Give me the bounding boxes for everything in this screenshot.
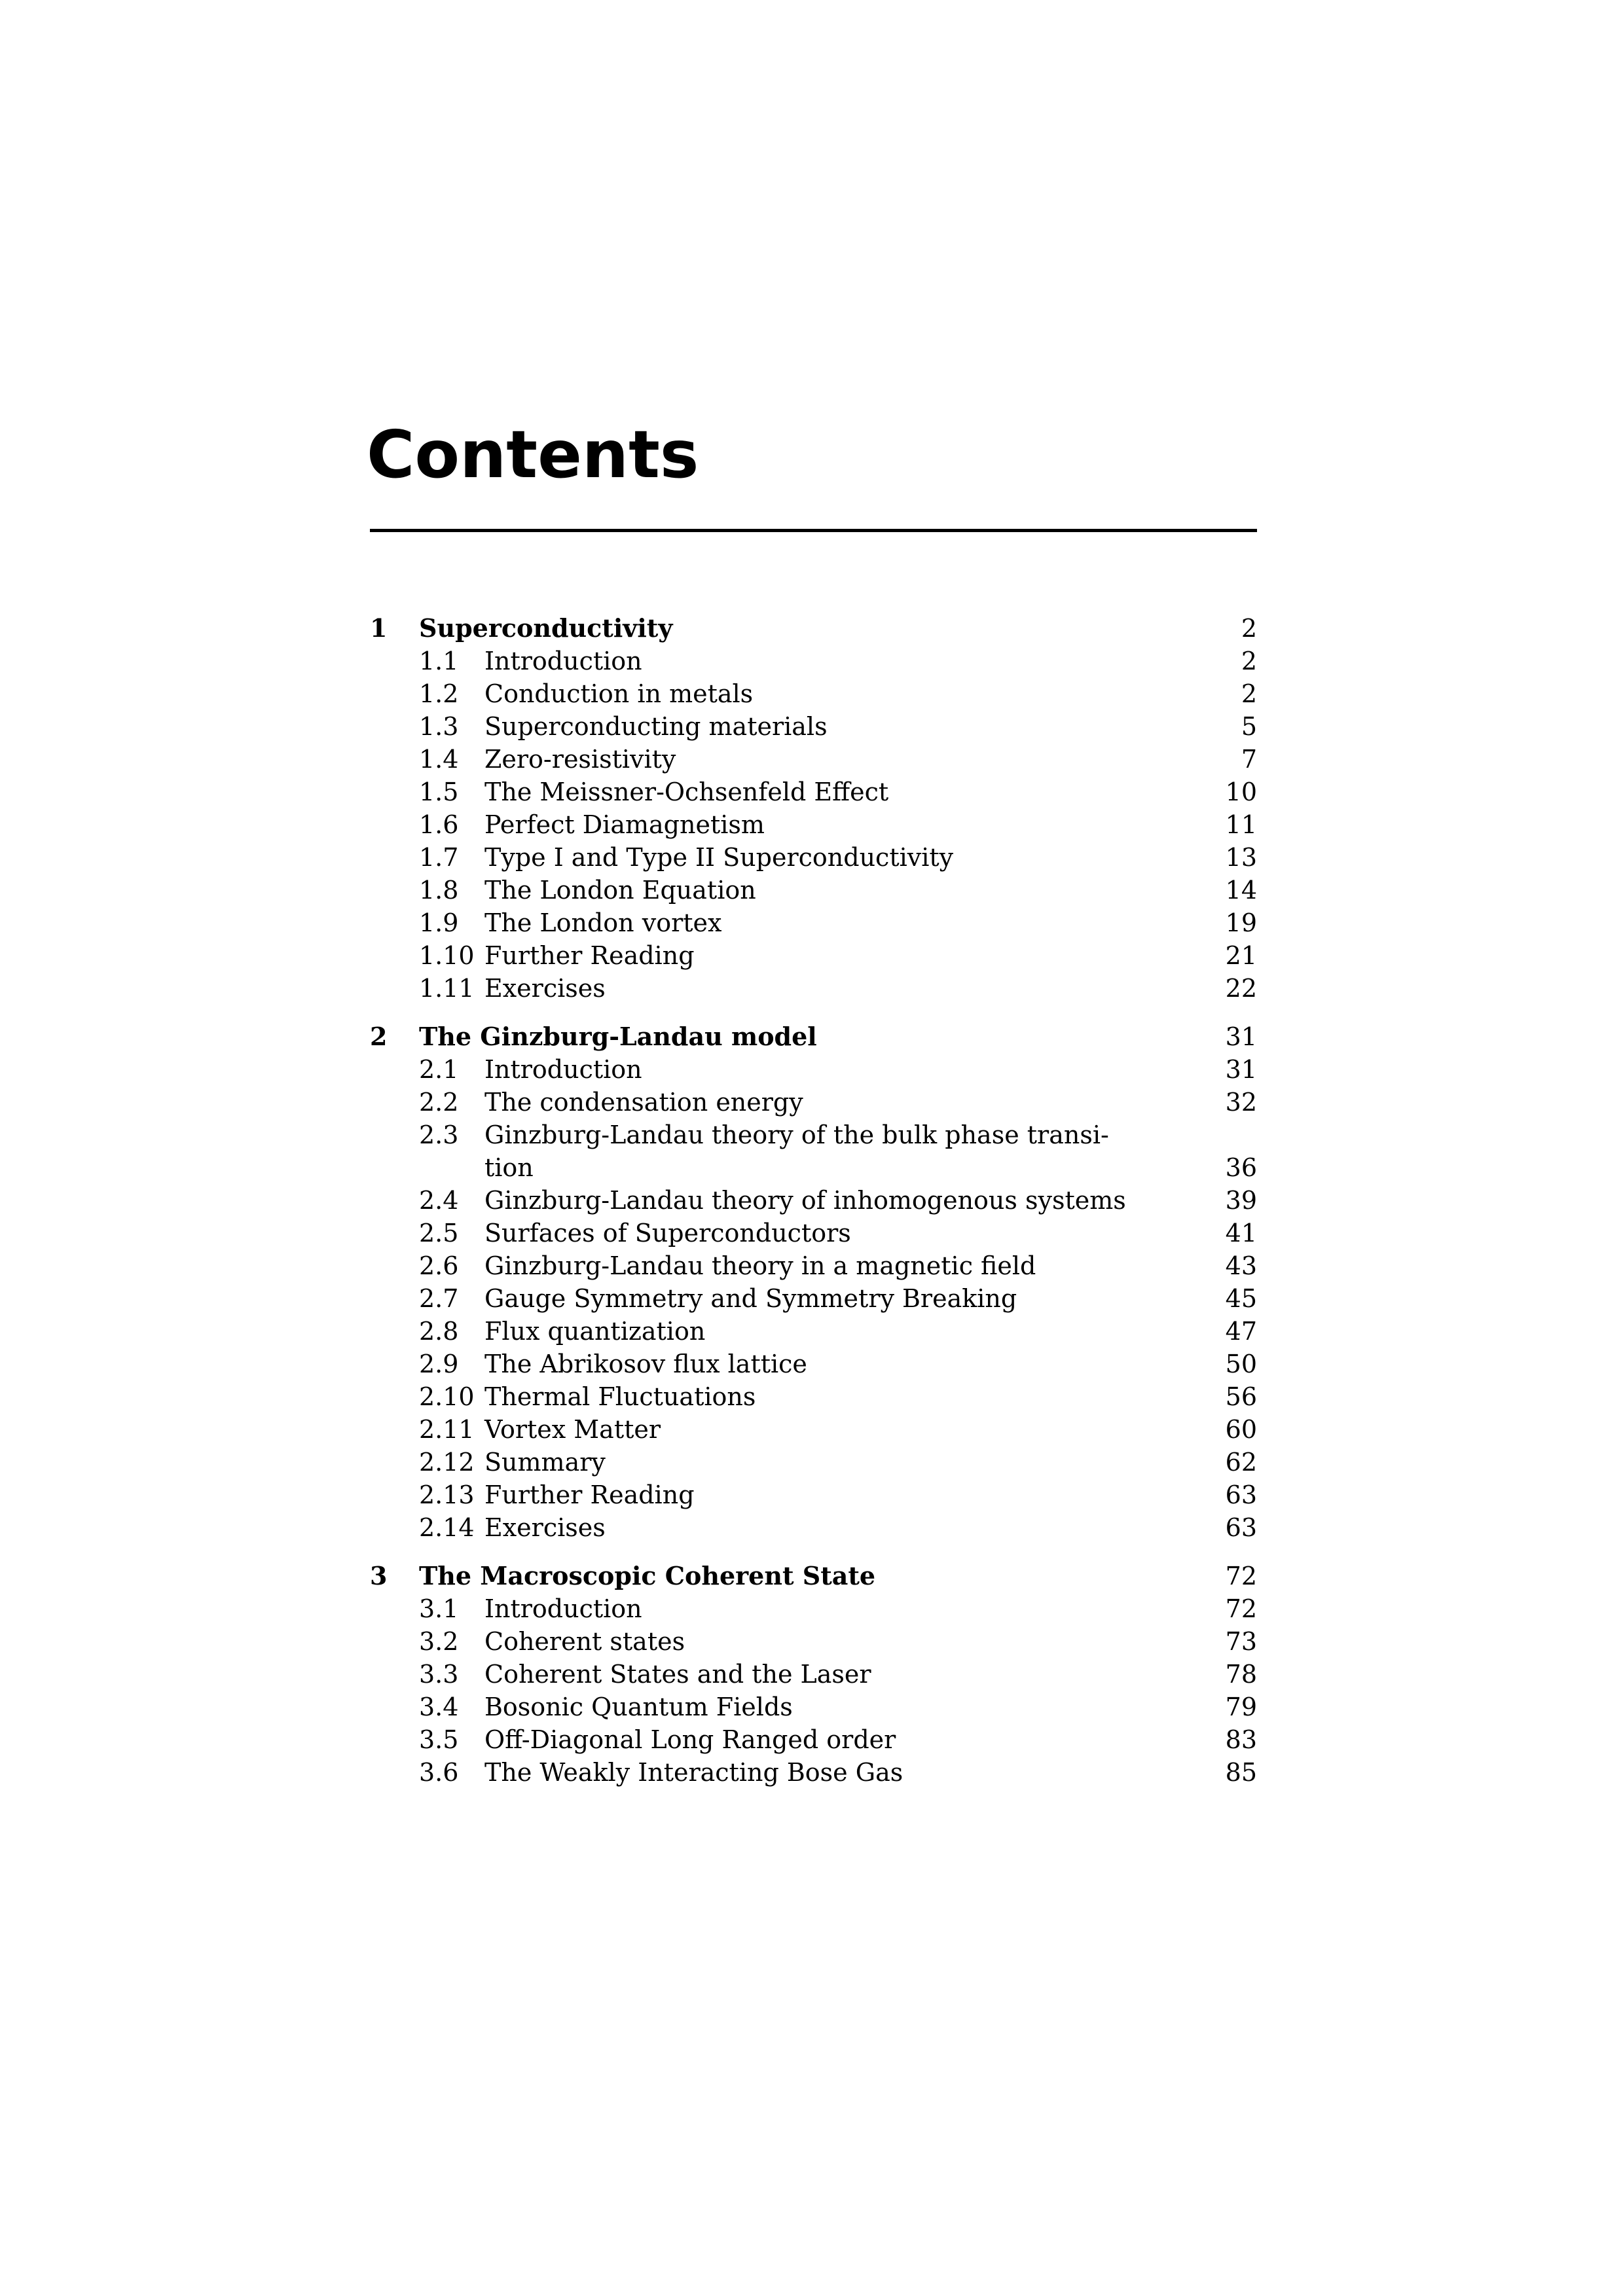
chapter-number: 2 [370,1022,388,1051]
title-rule [370,529,1257,532]
section-page: 10 [1225,778,1257,806]
chapter-page: 2 [1241,614,1257,643]
section-page: 36 [1225,1153,1257,1182]
section-page: 79 [1225,1693,1257,1721]
toc-entry[interactable] [370,1625,1257,1658]
section-page: 2 [1241,679,1257,708]
section-title: Coherent states [484,1627,685,1656]
section-number: 2.1 [419,1055,459,1084]
section-number: 2.13 [419,1480,475,1509]
toc-entry[interactable] [370,808,1257,841]
toc-entry[interactable] [370,1413,1257,1446]
section-title: Ginzburg-Landau theory in a magnetic field [484,1251,1036,1280]
toc-entry[interactable] [370,1119,1257,1184]
section-page: 7 [1241,745,1257,774]
chapter-heading[interactable] [370,1020,1257,1053]
table-of-contents [370,612,1257,1804]
section-page: 32 [1225,1088,1257,1117]
section-page: 72 [1225,1594,1257,1623]
section-number: 1.3 [419,712,459,741]
section-page: 39 [1225,1186,1257,1215]
toc-entry[interactable] [370,1217,1257,1249]
chapter-title: Superconductivity [419,613,673,643]
section-page: 47 [1225,1317,1257,1346]
toc-entry[interactable] [370,1479,1257,1511]
section-title: Exercises [484,974,606,1003]
section-number: 1.1 [419,647,459,675]
section-title: Surfaces of Superconductors [484,1219,851,1247]
section-page: 5 [1241,712,1257,741]
section-number: 2.2 [419,1088,459,1117]
section-page: 19 [1225,908,1257,937]
toc-entry[interactable] [370,776,1257,808]
section-title: Vortex Matter [484,1415,661,1444]
page-title: Contents [367,416,699,493]
section-title: Ginzburg-Landau theory of the bulk phase transi- [484,1121,1109,1149]
section-number: 2.9 [419,1350,459,1378]
section-page: 85 [1225,1758,1257,1787]
section-number: 1.9 [419,908,459,937]
section-title: The Abrikosov flux lattice [484,1350,807,1378]
section-number: 3.4 [419,1693,459,1721]
section-page: 78 [1225,1660,1257,1689]
section-title: Conduction in metals [484,679,754,708]
toc-entry[interactable] [370,1184,1257,1217]
section-number: 3.1 [419,1594,459,1623]
section-title: Perfect Diamagnetism [484,810,765,839]
toc-entry[interactable] [370,710,1257,743]
section-title: The London vortex [484,908,722,937]
section-title: Introduction [484,647,642,675]
section-title: The London Equation [484,876,756,905]
section-title: Type I and Type II Superconductivity [484,843,954,872]
section-page: 83 [1225,1725,1257,1754]
section-number: 2.14 [419,1513,475,1542]
section-number: 2.10 [419,1382,475,1411]
section-title: The Meissner-Ochsenfeld Effect [484,778,889,806]
toc-entry[interactable] [370,1511,1257,1544]
section-page: 56 [1225,1382,1257,1411]
section-title: Flux quantization [484,1317,706,1346]
section-title: Superconducting materials [484,712,828,741]
section-number: 2.5 [419,1219,459,1247]
section-number: 3.6 [419,1758,459,1787]
section-title: The condensation energy [484,1088,803,1117]
section-page: 50 [1225,1350,1257,1378]
section-number: 2.6 [419,1251,459,1280]
section-number: 1.7 [419,843,459,872]
section-page: 63 [1225,1480,1257,1509]
section-page: 21 [1225,941,1257,970]
chapter-number: 3 [370,1561,388,1590]
toc-entry[interactable] [370,972,1257,1005]
chapter-page: 31 [1225,1022,1257,1051]
section-title: Thermal Fluctuations [484,1382,756,1411]
section-number: 2.12 [419,1448,475,1477]
section-title: Exercises [484,1513,606,1542]
toc-entry[interactable] [370,1086,1257,1119]
toc-entry[interactable] [370,1756,1257,1789]
toc-entry[interactable] [370,1592,1257,1625]
section-title: The Weakly Interacting Bose Gas [484,1758,903,1787]
toc-entry[interactable] [370,1658,1257,1691]
section-number: 2.4 [419,1186,459,1215]
section-page: 31 [1225,1055,1257,1084]
section-number: 1.4 [419,745,459,774]
section-number: 1.10 [419,941,475,970]
section-title: Summary [484,1448,606,1477]
chapter-3 [370,1560,1257,1789]
toc-entry[interactable] [370,1249,1257,1282]
section-title: Gauge Symmetry and Symmetry Breaking [484,1284,1017,1313]
section-number: 2.7 [419,1284,459,1313]
chapter-1 [370,612,1257,1005]
section-page: 2 [1241,647,1257,675]
section-title: Further Reading [484,941,695,970]
toc-entry[interactable] [370,1282,1257,1315]
section-page: 13 [1225,843,1257,872]
section-number: 3.5 [419,1725,459,1754]
toc-entry[interactable] [370,906,1257,939]
toc-entry[interactable] [370,1691,1257,1723]
chapter-heading[interactable] [370,612,1257,645]
chapter-page: 72 [1225,1562,1257,1590]
section-number: 1.11 [419,974,475,1003]
toc-entry[interactable] [370,1348,1257,1380]
toc-entry[interactable] [370,1446,1257,1479]
section-number: 2.8 [419,1317,459,1346]
section-page: 62 [1225,1448,1257,1477]
section-page: 45 [1225,1284,1257,1313]
section-page: 73 [1225,1627,1257,1656]
chapter-title: The Ginzburg-Landau model [419,1022,817,1051]
toc-entry[interactable] [370,743,1257,776]
chapter-2 [370,1020,1257,1544]
toc-entry[interactable] [370,1053,1257,1086]
section-title: Bosonic Quantum Fields [484,1693,793,1721]
section-title: Zero-resistivity [484,745,676,774]
section-page: 63 [1225,1513,1257,1542]
section-title: Coherent States and the Laser [484,1660,871,1689]
section-title-wrapped [484,1119,1205,1184]
toc-entry[interactable] [370,1723,1257,1756]
toc-entry[interactable] [370,841,1257,874]
section-page: 41 [1225,1219,1257,1247]
section-page: 14 [1225,876,1257,905]
section-title-continuation: tion [484,1153,534,1182]
section-page: 11 [1225,810,1257,839]
toc-entry[interactable] [370,645,1257,677]
section-title: Introduction [484,1055,642,1084]
section-title: Introduction [484,1594,642,1623]
chapter-number: 1 [370,613,388,643]
section-number: 1.8 [419,876,459,905]
section-number: 3.2 [419,1627,459,1656]
section-title: Ginzburg-Landau theory of inhomogenous systems [484,1186,1126,1215]
toc-entry[interactable] [370,939,1257,972]
toc-entry[interactable] [370,1315,1257,1348]
section-page: 43 [1225,1251,1257,1280]
section-number: 1.5 [419,778,459,806]
section-page: 22 [1225,974,1257,1003]
toc-entry[interactable] [370,677,1257,710]
section-page: 60 [1225,1415,1257,1444]
chapter-heading[interactable] [370,1560,1257,1592]
section-number: 2.3 [419,1121,459,1149]
section-number: 3.3 [419,1660,459,1689]
section-number: 2.11 [419,1415,475,1444]
section-number: 1.2 [419,679,459,708]
toc-entry[interactable] [370,874,1257,906]
section-number: 1.6 [419,810,459,839]
section-title: Off-Diagonal Long Ranged order [484,1725,896,1754]
section-title: Further Reading [484,1480,695,1509]
chapter-title: The Macroscopic Coherent State [419,1561,876,1590]
toc-entry[interactable] [370,1380,1257,1413]
